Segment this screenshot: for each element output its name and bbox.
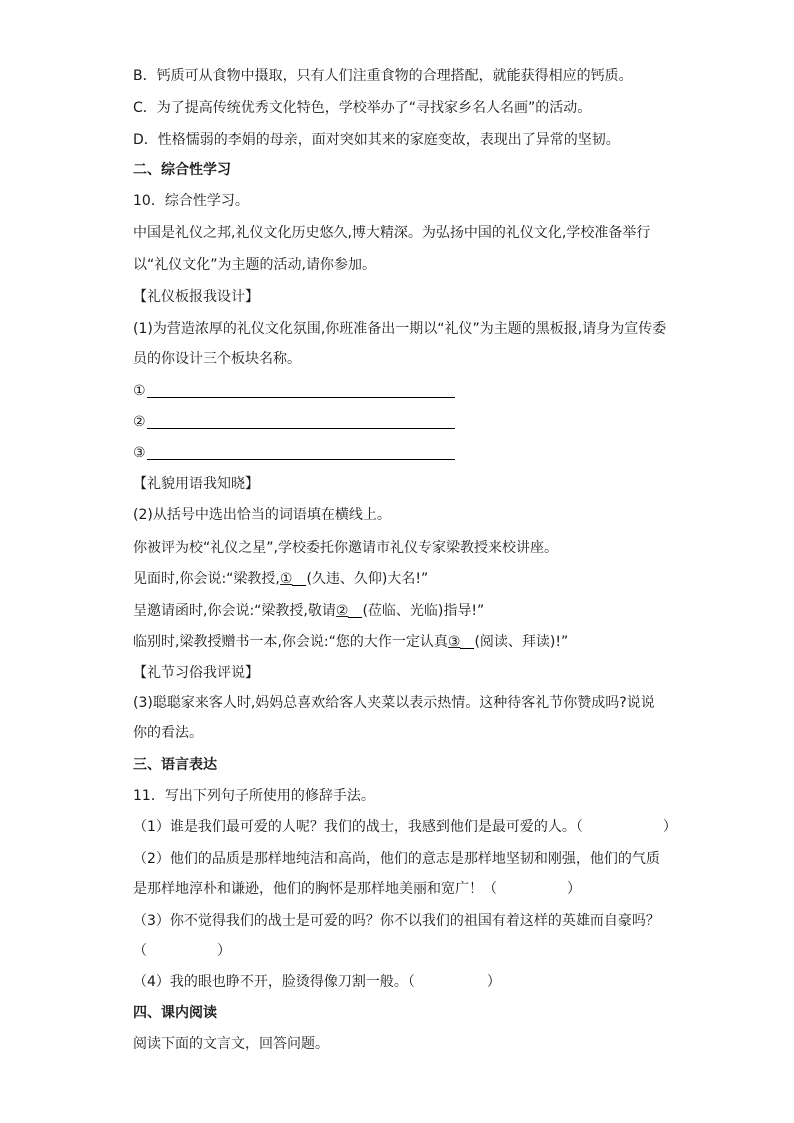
part1-question-line1: (1)为营造浓厚的礼仪文化氛围,你班准备出一期以“礼仪”为主题的黑板报,请身为宣传委 — [133, 321, 667, 337]
q9-option-c: C．为了提高传统优秀文化特色，学校举办了“寻找家乡名人名画”的活动。 — [133, 100, 592, 116]
answer-blank-3[interactable] — [133, 444, 455, 462]
q11-sentence-2-line1: （2）他们的品质是那样地纯洁和高尚，他们的意志是那样地坚韧和刚强，他们的气质 — [133, 851, 660, 867]
blank-marker: ① — [133, 383, 146, 399]
part2-context: 你被评为校“礼仪之星”,学校委托你邀请市礼仪专家梁教授来校讲座。 — [133, 540, 558, 556]
fill-blank-2[interactable]: ② — [335, 603, 349, 619]
q11-sentence-3-line2: （ ） — [133, 943, 231, 959]
fill-underline[interactable] — [348, 603, 362, 618]
answer-blank-2[interactable] — [133, 413, 455, 431]
fill-blank-3[interactable]: ③ — [447, 634, 461, 650]
q11-title: 11．写出下列句子所使用的修辞手法。 — [133, 788, 375, 804]
blank-marker: ③ — [133, 445, 146, 461]
q11-sentence-2-line2: 是那样地淳朴和谦逊，他们的胸怀是那样地美丽和宽广！（ ） — [133, 881, 581, 897]
blank-line[interactable] — [147, 445, 455, 460]
fill-underline[interactable] — [460, 634, 474, 649]
blank-line[interactable] — [147, 383, 455, 398]
q10-intro-line1: 中国是礼仪之邦,礼仪文化历史悠久,博大精深。为弘扬中国的礼仪文化,学校准备举行 — [133, 225, 651, 241]
q11-sentence-3-line1: （3）你不觉得我们的战士是可爱的吗？你不以我们的祖国有着这样的英雄而自豪吗？ — [133, 913, 660, 929]
part3-question-line2: 你的看法。 — [133, 725, 203, 741]
part1-question-line2: 员的你设计三个板块名称。 — [133, 351, 301, 367]
answer-blank-1[interactable] — [133, 382, 455, 400]
section-heading-language-expression: 三、语言表达 — [133, 757, 217, 773]
part2-sentence-3: 临别时,梁教授赠书一本,你会说:“您的大作一定认真③ (阅读、拜读)!” — [133, 634, 569, 650]
q9-option-d: D．性格懦弱的李娟的母亲，面对突如其来的家庭变故，表现出了异常的坚韧。 — [133, 132, 620, 148]
section-heading-comprehensive-learning: 二、综合性学习 — [133, 162, 231, 178]
part2-sentence-1: 见面时,你会说:“梁教授,① (久违、久仰)大名!” — [133, 571, 429, 587]
part2-question: (2)从括号中选出恰当的词语填在横线上。 — [133, 507, 391, 523]
q9-option-b: B．钙质可从食物中摄取，只有人们注重食物的合理搭配，就能获得相应的钙质。 — [133, 68, 633, 84]
fill-underline[interactable] — [292, 571, 306, 586]
blank-marker: ② — [133, 414, 146, 430]
q10-title: 10．综合性学习。 — [133, 193, 249, 209]
section-heading-in-class-reading: 四、课内阅读 — [133, 1005, 217, 1021]
fill-blank-1[interactable]: ① — [279, 571, 293, 587]
part1-title: 【礼仪板报我设计】 — [133, 289, 259, 305]
reading-instruction: 阅读下面的文言文，回答问题。 — [133, 1036, 329, 1052]
q11-sentence-1: （1）谁是我们最可爱的人呢？我们的战士，我感到他们是最可爱的人。（ ） — [133, 819, 677, 835]
blank-line[interactable] — [147, 414, 455, 429]
q10-intro-line2: 以“礼仪文化”为主题的活动,请你参加。 — [133, 257, 376, 273]
part2-title: 【礼貌用语我知晓】 — [133, 476, 259, 492]
part3-title: 【礼节习俗我评说】 — [133, 665, 259, 681]
part3-question-line1: (3)聪聪家来客人时,妈妈总喜欢给客人夹菜以表示热情。这种待客礼节你赞成吗?说说 — [133, 695, 655, 711]
part2-sentence-2: 呈邀请函时,你会说:“梁教授,敬请② (莅临、光临)指导!” — [133, 603, 485, 619]
q11-sentence-4: （4）我的眼也睁不开，脸烫得像刀割一般。（ ） — [133, 974, 501, 990]
